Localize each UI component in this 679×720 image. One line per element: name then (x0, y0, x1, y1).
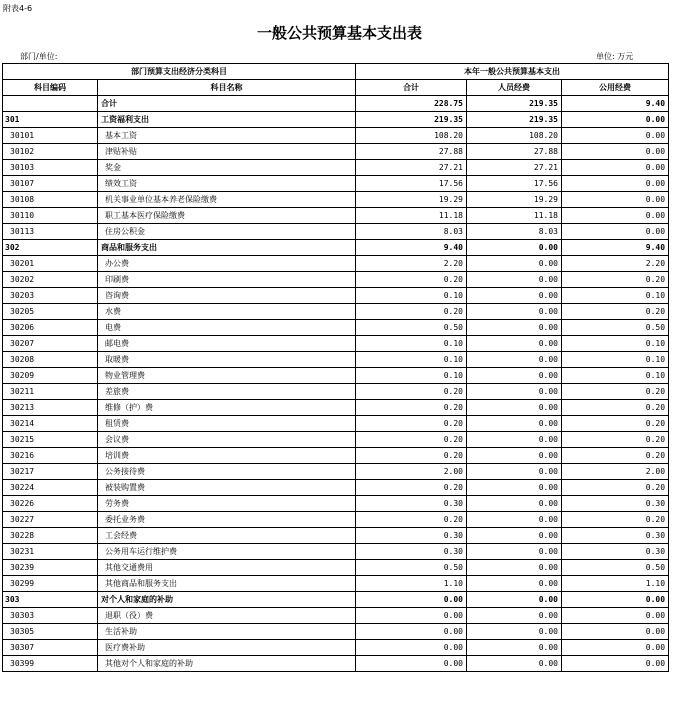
cell-total: 2.00 (356, 464, 467, 480)
cell-personnel: 0.00 (467, 352, 562, 368)
cell-personnel: 0.00 (467, 320, 562, 336)
cell-personnel: 108.20 (467, 128, 562, 144)
cell-name: 邮电费 (98, 336, 356, 352)
cell-total: 11.18 (356, 208, 467, 224)
cell-code: 30216 (3, 448, 98, 464)
cell-code: 30226 (3, 496, 98, 512)
cell-public: 0.20 (562, 384, 669, 400)
cell-total: 228.75 (356, 96, 467, 112)
table-row (3, 448, 669, 464)
cell-public: 0.30 (562, 496, 669, 512)
cell-name: 津贴补贴 (98, 144, 356, 160)
cell-name: 其他交通费用 (98, 560, 356, 576)
cell-name: 住房公积金 (98, 224, 356, 240)
cell-code: 30108 (3, 192, 98, 208)
cell-public: 0.00 (562, 224, 669, 240)
cell-public: 0.30 (562, 528, 669, 544)
cell-total: 219.35 (356, 112, 467, 128)
column-header-total: 合计 (356, 80, 467, 96)
cell-name: 医疗费补助 (98, 640, 356, 656)
cell-total: 0.50 (356, 560, 467, 576)
table-row (3, 320, 669, 336)
cell-public: 0.00 (562, 176, 669, 192)
table-row (3, 496, 669, 512)
cell-name: 绩效工资 (98, 176, 356, 192)
cell-personnel: 19.29 (467, 192, 562, 208)
cell-public: 0.00 (562, 624, 669, 640)
cell-total: 9.40 (356, 240, 467, 256)
cell-public: 0.20 (562, 432, 669, 448)
table-row (3, 304, 669, 320)
cell-total: 0.10 (356, 368, 467, 384)
cell-code: 30303 (3, 608, 98, 624)
cell-name: 工资福利支出 (98, 112, 356, 128)
column-header-code: 科目编码 (3, 80, 98, 96)
cell-personnel: 0.00 (467, 304, 562, 320)
cell-personnel: 219.35 (467, 96, 562, 112)
cell-personnel: 0.00 (467, 416, 562, 432)
table-row (3, 272, 669, 288)
cell-name: 职工基本医疗保险缴费 (98, 208, 356, 224)
cell-total: 0.20 (356, 384, 467, 400)
table-row (3, 464, 669, 480)
attachment-label: 附表4-6 (3, 4, 33, 13)
cell-personnel: 0.00 (467, 256, 562, 272)
cell-name: 差旅费 (98, 384, 356, 400)
cell-code: 30205 (3, 304, 98, 320)
cell-personnel: 11.18 (467, 208, 562, 224)
cell-code: 30208 (3, 352, 98, 368)
cell-name: 咨询费 (98, 288, 356, 304)
cell-public: 2.00 (562, 464, 669, 480)
cell-name: 水费 (98, 304, 356, 320)
cell-code: 30211 (3, 384, 98, 400)
cell-code: 30299 (3, 576, 98, 592)
cell-code: 30224 (3, 480, 98, 496)
cell-public: 0.50 (562, 560, 669, 576)
cell-total: 8.03 (356, 224, 467, 240)
table-row (3, 256, 669, 272)
cell-personnel: 0.00 (467, 592, 562, 608)
table-row (3, 352, 669, 368)
cell-public: 0.20 (562, 480, 669, 496)
table-row (3, 336, 669, 352)
cell-personnel: 27.88 (467, 144, 562, 160)
header-row-group (3, 64, 669, 80)
cell-code: 302 (3, 240, 98, 256)
cell-code: 30228 (3, 528, 98, 544)
cell-public: 9.40 (562, 240, 669, 256)
cell-personnel: 0.00 (467, 448, 562, 464)
cell-code: 30213 (3, 400, 98, 416)
cell-name: 劳务费 (98, 496, 356, 512)
cell-name: 电费 (98, 320, 356, 336)
cell-name: 其他对个人和家庭的补助 (98, 656, 356, 672)
cell-code: 30227 (3, 512, 98, 528)
cell-code: 30217 (3, 464, 98, 480)
cell-total: 0.30 (356, 544, 467, 560)
table-row (3, 560, 669, 576)
cell-code: 30215 (3, 432, 98, 448)
cell-public: 0.00 (562, 128, 669, 144)
cell-name: 机关事业单位基本养老保险缴费 (98, 192, 356, 208)
cell-personnel: 0.00 (467, 240, 562, 256)
cell-total: 1.10 (356, 576, 467, 592)
cell-code: 30399 (3, 656, 98, 672)
table-row (3, 128, 669, 144)
cell-total: 0.20 (356, 416, 467, 432)
table-row (3, 640, 669, 656)
cell-public: 0.00 (562, 592, 669, 608)
cell-public: 0.00 (562, 144, 669, 160)
cell-public: 0.50 (562, 320, 669, 336)
cell-public: 0.00 (562, 640, 669, 656)
column-header-personnel: 人员经费 (467, 80, 562, 96)
cell-personnel: 0.00 (467, 480, 562, 496)
cell-code: 30110 (3, 208, 98, 224)
cell-total: 0.20 (356, 304, 467, 320)
table-row (3, 208, 669, 224)
cell-personnel: 27.21 (467, 160, 562, 176)
cell-public: 0.10 (562, 352, 669, 368)
cell-code: 30305 (3, 624, 98, 640)
cell-name: 租赁费 (98, 416, 356, 432)
cell-public: 0.10 (562, 336, 669, 352)
cell-total: 0.10 (356, 288, 467, 304)
table-row (3, 512, 669, 528)
cell-public: 0.00 (562, 160, 669, 176)
cell-code: 30209 (3, 368, 98, 384)
cell-personnel: 0.00 (467, 384, 562, 400)
cell-public: 0.20 (562, 512, 669, 528)
table-row (3, 592, 669, 608)
table-row (3, 384, 669, 400)
table-row (3, 240, 669, 256)
unit-label: 单位: 万元 (596, 52, 634, 61)
cell-total: 0.20 (356, 512, 467, 528)
cell-personnel: 0.00 (467, 576, 562, 592)
table-row (3, 416, 669, 432)
cell-name: 公务用车运行维护费 (98, 544, 356, 560)
cell-total: 0.20 (356, 432, 467, 448)
table-row (3, 432, 669, 448)
cell-total: 0.20 (356, 400, 467, 416)
cell-personnel: 0.00 (467, 640, 562, 656)
cell-code: 30201 (3, 256, 98, 272)
cell-code: 30103 (3, 160, 98, 176)
table-row (3, 400, 669, 416)
cell-public: 0.30 (562, 544, 669, 560)
cell-total: 2.20 (356, 256, 467, 272)
cell-name: 工会经费 (98, 528, 356, 544)
cell-total: 0.20 (356, 448, 467, 464)
cell-public: 0.20 (562, 304, 669, 320)
group-header-left: 部门预算支出经济分类科目 (3, 64, 356, 80)
cell-total: 0.00 (356, 592, 467, 608)
table-row (3, 112, 669, 128)
cell-public: 0.10 (562, 368, 669, 384)
cell-name: 委托业务费 (98, 512, 356, 528)
cell-name: 奖金 (98, 160, 356, 176)
cell-public: 0.20 (562, 448, 669, 464)
table-row (3, 160, 669, 176)
cell-code: 30231 (3, 544, 98, 560)
cell-personnel: 0.00 (467, 336, 562, 352)
cell-personnel: 0.00 (467, 400, 562, 416)
cell-code: 30307 (3, 640, 98, 656)
cell-code: 30101 (3, 128, 98, 144)
cell-personnel: 0.00 (467, 368, 562, 384)
cell-code: 30214 (3, 416, 98, 432)
cell-personnel: 0.00 (467, 288, 562, 304)
table-row (3, 544, 669, 560)
page-title: 一般公共预算基本支出表 (256, 24, 422, 42)
cell-personnel: 8.03 (467, 224, 562, 240)
cell-total: 0.00 (356, 608, 467, 624)
table-row (3, 608, 669, 624)
cell-code: 301 (3, 112, 98, 128)
cell-name: 印刷费 (98, 272, 356, 288)
cell-name: 公务接待费 (98, 464, 356, 480)
cell-code: 30207 (3, 336, 98, 352)
cell-name: 对个人和家庭的补助 (98, 592, 356, 608)
cell-code: 30102 (3, 144, 98, 160)
cell-personnel: 0.00 (467, 432, 562, 448)
cell-public: 2.20 (562, 256, 669, 272)
cell-total: 0.00 (356, 656, 467, 672)
cell-personnel: 17.56 (467, 176, 562, 192)
cell-personnel: 0.00 (467, 272, 562, 288)
cell-personnel: 0.00 (467, 624, 562, 640)
table-row (3, 624, 669, 640)
cell-code: 30113 (3, 224, 98, 240)
cell-name: 其他商品和服务支出 (98, 576, 356, 592)
cell-total: 0.10 (356, 336, 467, 352)
cell-public: 0.00 (562, 112, 669, 128)
header-row-columns (3, 80, 669, 96)
cell-code (3, 96, 98, 112)
cell-name: 维修（护）费 (98, 400, 356, 416)
group-header-right: 本年一般公共预算基本支出 (356, 64, 669, 80)
cell-personnel: 0.00 (467, 528, 562, 544)
cell-total: 0.00 (356, 624, 467, 640)
table-row (3, 480, 669, 496)
cell-total: 0.10 (356, 352, 467, 368)
department-label: 部门/单位: (20, 52, 58, 61)
table-row (3, 288, 669, 304)
table-row (3, 96, 669, 112)
cell-public: 0.10 (562, 288, 669, 304)
table-row (3, 576, 669, 592)
cell-total: 0.20 (356, 272, 467, 288)
table-row (3, 368, 669, 384)
cell-public: 0.20 (562, 272, 669, 288)
cell-personnel: 0.00 (467, 544, 562, 560)
expenditure-table (2, 63, 669, 672)
cell-code: 30206 (3, 320, 98, 336)
cell-personnel: 219.35 (467, 112, 562, 128)
cell-total: 27.88 (356, 144, 467, 160)
cell-code: 30107 (3, 176, 98, 192)
cell-name: 取暖费 (98, 352, 356, 368)
cell-name: 合计 (98, 96, 356, 112)
cell-code: 30203 (3, 288, 98, 304)
cell-personnel: 0.00 (467, 496, 562, 512)
cell-public: 0.20 (562, 416, 669, 432)
cell-public: 0.00 (562, 208, 669, 224)
cell-total: 17.56 (356, 176, 467, 192)
table-body (3, 96, 669, 672)
cell-name: 退职（役）费 (98, 608, 356, 624)
cell-name: 培训费 (98, 448, 356, 464)
cell-total: 108.20 (356, 128, 467, 144)
cell-name: 办公费 (98, 256, 356, 272)
cell-public: 0.00 (562, 192, 669, 208)
cell-personnel: 0.00 (467, 464, 562, 480)
cell-public: 0.20 (562, 400, 669, 416)
cell-name: 会议费 (98, 432, 356, 448)
cell-total: 0.30 (356, 496, 467, 512)
cell-total: 0.30 (356, 528, 467, 544)
cell-total: 0.00 (356, 640, 467, 656)
cell-public: 1.10 (562, 576, 669, 592)
column-header-public: 公用经费 (562, 80, 669, 96)
table-row (3, 192, 669, 208)
cell-name: 被装购置费 (98, 480, 356, 496)
cell-code: 30239 (3, 560, 98, 576)
cell-name: 生活补助 (98, 624, 356, 640)
table-row (3, 176, 669, 192)
cell-personnel: 0.00 (467, 512, 562, 528)
cell-name: 商品和服务支出 (98, 240, 356, 256)
cell-public: 9.40 (562, 96, 669, 112)
table-row (3, 656, 669, 672)
cell-total: 0.50 (356, 320, 467, 336)
table-row (3, 144, 669, 160)
cell-personnel: 0.00 (467, 608, 562, 624)
cell-total: 0.20 (356, 480, 467, 496)
cell-public: 0.00 (562, 656, 669, 672)
cell-code: 30202 (3, 272, 98, 288)
cell-total: 19.29 (356, 192, 467, 208)
cell-total: 27.21 (356, 160, 467, 176)
column-header-name: 科目名称 (98, 80, 356, 96)
cell-public: 0.00 (562, 608, 669, 624)
cell-personnel: 0.00 (467, 656, 562, 672)
cell-name: 物业管理费 (98, 368, 356, 384)
cell-code: 303 (3, 592, 98, 608)
cell-personnel: 0.00 (467, 560, 562, 576)
cell-name: 基本工资 (98, 128, 356, 144)
table-row (3, 224, 669, 240)
table-row (3, 528, 669, 544)
